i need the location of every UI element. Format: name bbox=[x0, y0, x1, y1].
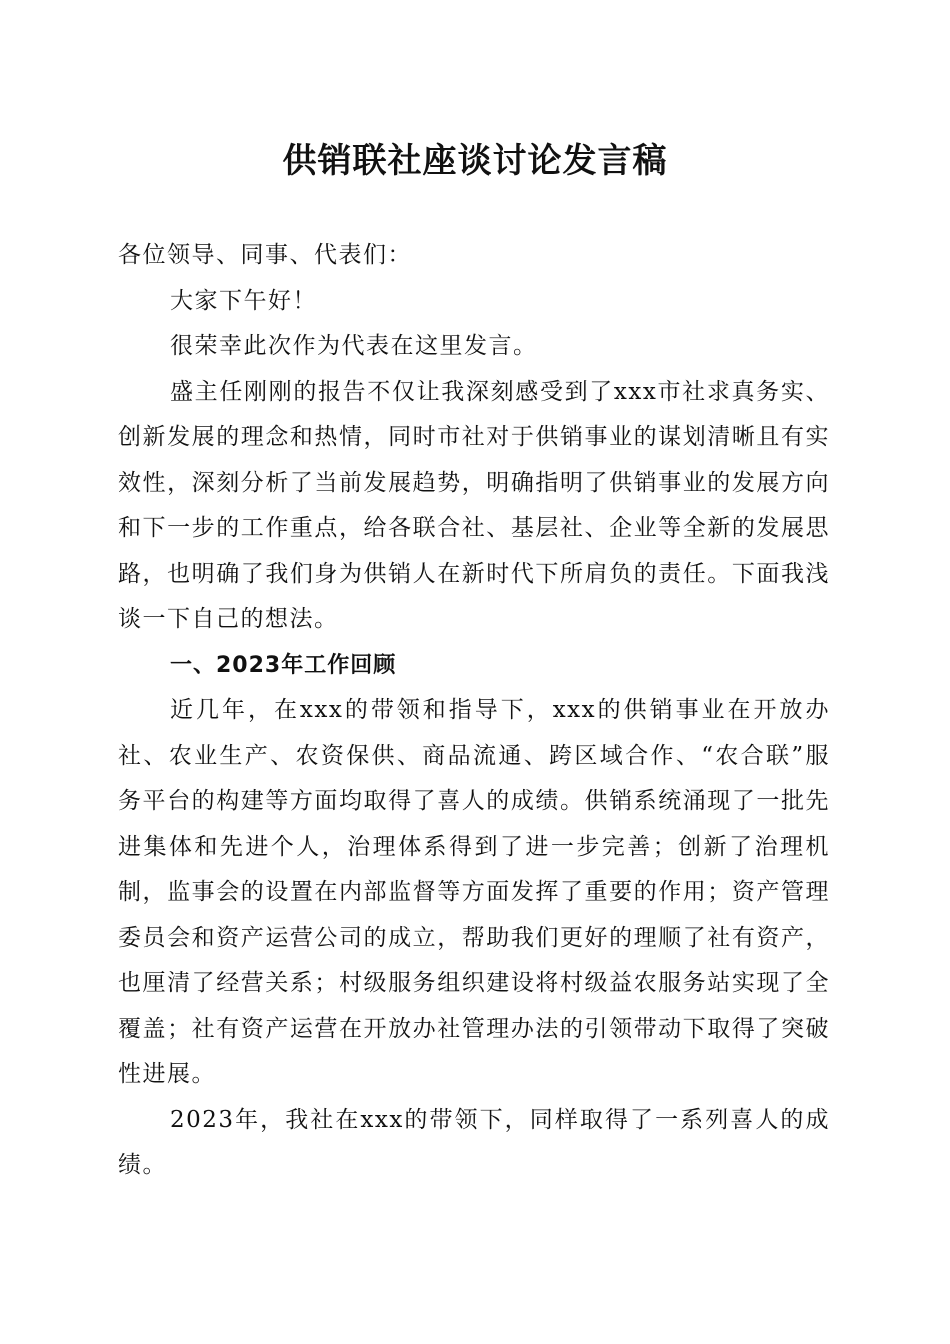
paragraph-3: 2023年，我社在xxx的带领下，同样取得了一系列喜人的成绩。 bbox=[118, 1106, 830, 1178]
salutation: 各位领导、同事、代表们： bbox=[118, 242, 412, 268]
document-title: 供销联社座谈讨论发言稿 bbox=[282, 141, 668, 181]
intro-paragraph: 很荣幸此次作为代表在这里发言。 bbox=[170, 333, 538, 359]
document-body bbox=[118, 233, 830, 1189]
section-heading-1: 一、2023年工作回顾 bbox=[170, 652, 397, 678]
paragraph-1: 盛主任刚刚的报告不仅让我深刻感受到了xxx市社求真务实、创新发展的理念和热情，同时市社对于供销事业的谋划清晰且有实效性，深刻分析了当前发展趋势，明确指明了供销事业的发展方向和下一步的工作重点，给各联合社、基层社、企业等全新的发展思路，也明确了我们身为供销人在新时代下所肩负的责任。下面我浅谈一下自己的想法。 bbox=[118, 378, 830, 632]
greeting: 大家下午好！ bbox=[170, 287, 317, 314]
paragraph-2: 近几年，在xxx的带领和指导下，xxx的供销事业在开放办社、农业生产、农资保供、商品流通、跨区域合作、“农合联”服务平台的构建等方面均取得了喜人的成绩。供销系统涌现了一批先进集体和先进个人，治理体系得到了进一步完善；创新了治理机制，监事会的设置在内部监督等方面发挥了重要的作用；资产管理委员会和资产运营公司的成立，帮助我们更好的理顺了社有资产，也厘清了经营关系；村级服务组织建设将村级益农服务站实现了全覆盖；社有资产运营在开放办社管理办法的引领带动下取得了突破性进展。 bbox=[118, 697, 830, 1087]
